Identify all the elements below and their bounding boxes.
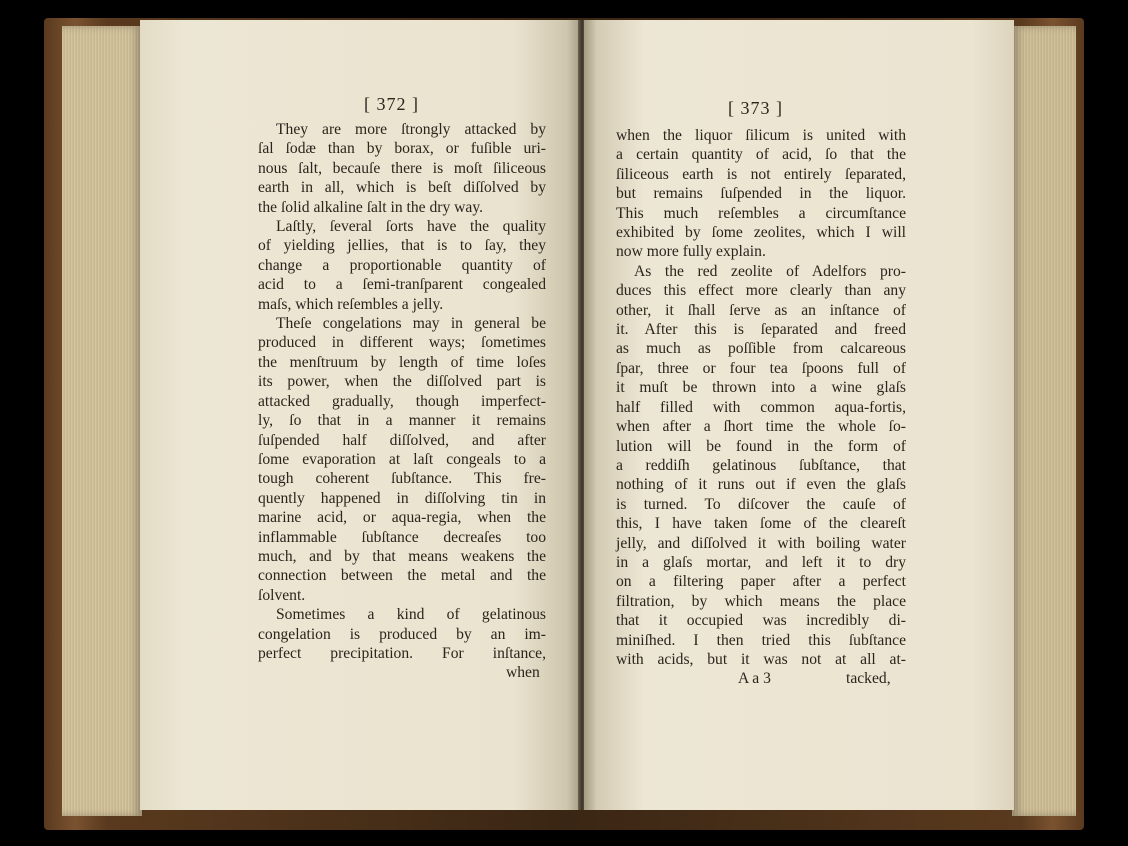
signature-mark: A a 3 (738, 670, 771, 687)
text-line: is turned. To diſcover the cauſe of (616, 495, 906, 513)
text-line: duces this effect more clearly than any (616, 282, 906, 300)
text-line: produced in different ways; ſometimes (258, 334, 546, 352)
text-line: marine acid, or aqua-regia, when the (258, 509, 546, 527)
text-line: nothing of it runs out if even the glaſs (616, 476, 906, 494)
text-line: a reddiſh gelatinous ſubſtance, that (616, 456, 906, 474)
text-line: They are more ſtrongly attacked by (276, 121, 546, 138)
text-line: the ſolid alkaline ſalt in the dry way. (258, 198, 484, 216)
text-line: tough coherent ſubſtance. This fre- (258, 470, 546, 488)
left-page-text (258, 120, 546, 663)
text-line: in a glaſs mortar, and left it to dry (616, 553, 906, 571)
text-line: congelation is produced by an im- (258, 625, 546, 643)
text-line: but remains ſuſpended in the liquor. (616, 185, 906, 203)
text-line: change a proportionable quantity of (258, 256, 546, 274)
text-line: earth in all, which is beſt diſſolved by (258, 179, 546, 197)
text-line: lution will be found in the form of (616, 437, 906, 455)
text-line: when the liquor ſilicum is united with (616, 127, 906, 144)
left-catchword: when (506, 664, 540, 681)
left-page-number: [ 372 ] (364, 94, 419, 114)
text-line: much, and by that means weakens the (258, 547, 546, 565)
text-line: As the red zeolite of Adelfors pro- (634, 262, 906, 280)
text-line: a certain quantity of acid, ſo that the (616, 146, 906, 164)
text-line: inflammable ſubſtance decreaſes too (258, 528, 546, 546)
text-line: on a filtering paper after a perfect (616, 573, 906, 591)
text-line: other, it ſhall ſerve as an inſtance of (616, 301, 906, 319)
text-line: now more fully explain. (616, 243, 766, 261)
text-line: acid to a ſemi-tranſparent congealed (258, 276, 546, 294)
text-line: exhibited by ſome zeolites, which I will (616, 224, 906, 242)
text-line: with acids, but it was not at all at- (616, 650, 906, 668)
text-line: ly, ſo that in a manner it remains (258, 412, 546, 430)
text-line: This much reſembles a circumſtance (616, 204, 906, 222)
text-line: Theſe congelations may in general be (276, 315, 546, 333)
text-line: it muſt be thrown into a wine glaſs (616, 379, 906, 397)
text-line: that it occupied was incredibly di- (616, 612, 906, 630)
text-line: ſome evaporation at laſt congeals to a (258, 450, 546, 468)
text-line: ſal ſodæ than by borax, or fuſible uri- (258, 140, 546, 158)
text-line: maſs, which reſembles a jelly. (258, 295, 444, 313)
text-line: nous ſalt, becauſe there is moſt ſiliceous (258, 159, 546, 177)
text-line: quently happened in diſſolving tin in (258, 489, 546, 507)
text-line: ſuſpended half diſſolved, and after (258, 431, 546, 449)
text-line: Laſtly, ſeveral ſorts have the quality (276, 218, 546, 236)
text-line: it. After this is ſeparated and freed (616, 321, 906, 339)
page-edges-left (62, 26, 142, 816)
text-line: perfect precipitation. For inſtance, (258, 644, 546, 662)
text-line: when after a ſhort time the whole ſo- (616, 418, 906, 436)
text-line: as much as poſſible from calcareous (616, 340, 906, 358)
text-line: this, I have taken ſome of the cleareſt (616, 515, 906, 533)
text-line: of yielding jellies, that is to ſay, they (258, 237, 546, 255)
text-line: the menſtruum by length of time loſes (258, 353, 546, 371)
page-edges-right (1012, 26, 1076, 816)
text-line: jelly, and diſſolved it with boiling water (616, 534, 906, 552)
text-line: Sometimes a kind of gelatinous (276, 606, 546, 624)
text-line: half filled with common aqua-fortis, (616, 398, 906, 416)
text-line: connection between the metal and the (258, 567, 546, 585)
left-page (140, 20, 580, 810)
right-catchword: tacked, (846, 670, 891, 687)
text-line: ſiliceous earth is not entirely ſeparated, (616, 165, 906, 183)
right-page-text (616, 126, 906, 669)
text-line: miniſhed. I then tried this ſubſtance (616, 631, 906, 649)
right-page (584, 20, 1014, 810)
text-line: filtration, by which means the place (616, 592, 906, 610)
text-line: attacked gradually, though imperfect- (258, 392, 546, 410)
text-line: ſolvent. (258, 586, 306, 604)
right-page-number: [ 373 ] (728, 98, 783, 118)
text-line: ſpar, three or four tea ſpoons full of (616, 359, 906, 377)
text-line: its power, when the diſſolved part is (258, 373, 546, 391)
